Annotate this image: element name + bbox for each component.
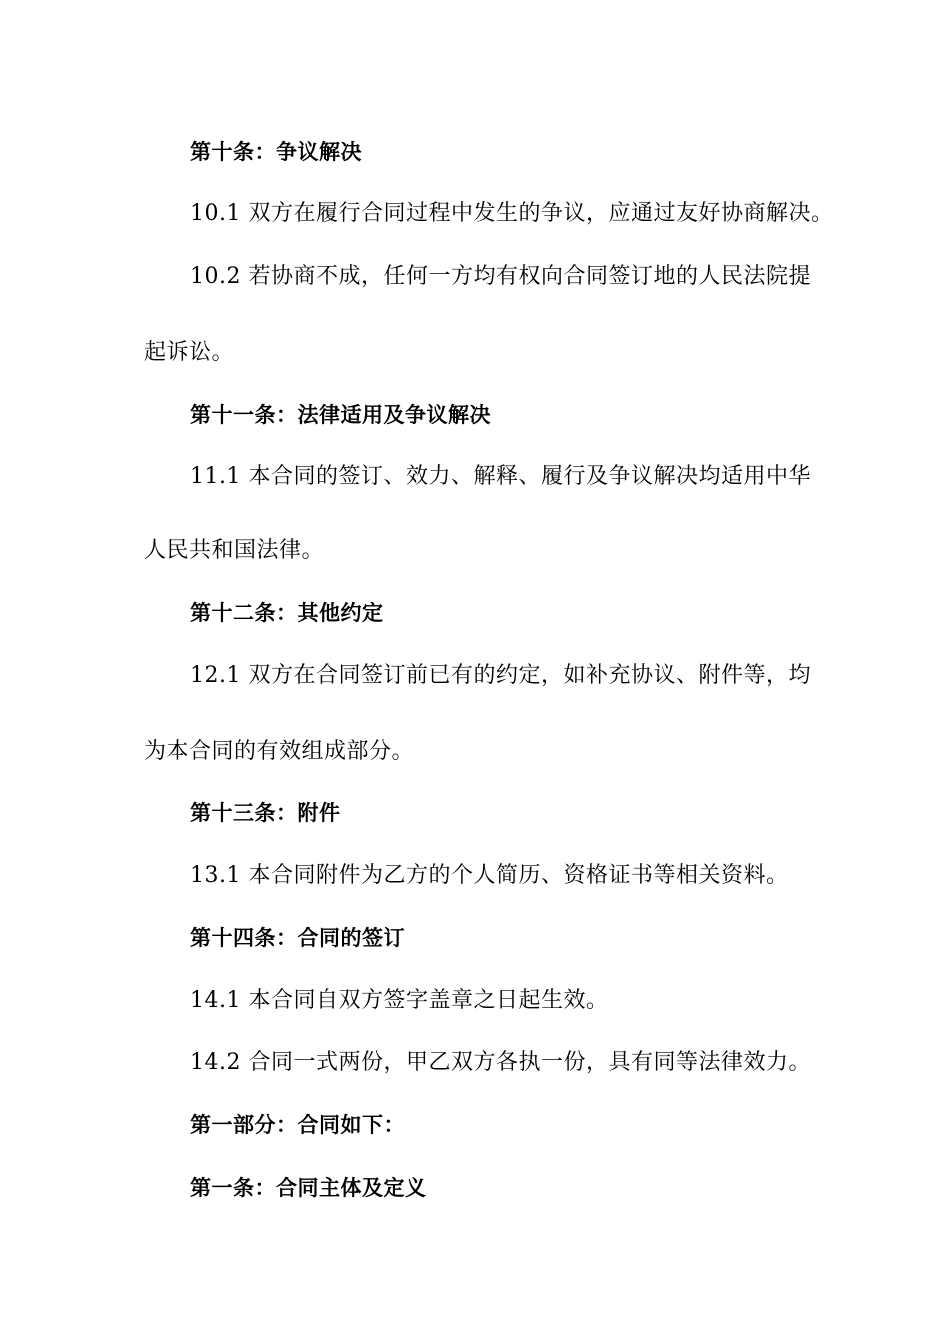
clause-10-1: 10.1 双方在履行合同过程中发生的争议，应通过友好协商解决。 [190, 201, 834, 226]
clause-11-1-continued: 人民共和国法律。 [144, 538, 325, 563]
part-1-heading: 第一部分：合同如下： [190, 1113, 405, 1137]
article-12-heading: 第十二条：其他约定 [190, 601, 384, 625]
clause-10-2-continued: 起诉讼。 [144, 340, 235, 365]
article-1-heading: 第一条：合同主体及定义 [190, 1176, 427, 1200]
clause-13-1: 13.1 本合同附件为乙方的个人简历、资格证书等相关资料。 [190, 863, 789, 888]
article-14-heading: 第十四条：合同的签订 [190, 926, 405, 950]
clause-10-2: 10.2 若协商不成，任何一方均有权向合同签订地的人民法院提 [190, 264, 811, 289]
clause-12-1: 12.1 双方在合同签订前已有的约定，如补充协议、附件等，均 [190, 663, 811, 688]
article-10-heading: 第十条：争议解决 [190, 140, 362, 164]
clause-12-1-continued: 为本合同的有效组成部分。 [144, 739, 415, 764]
clause-14-2: 14.2 合同一式两份，甲乙双方各执一份，具有同等法律效力。 [190, 1050, 811, 1075]
article-13-heading: 第十三条：附件 [190, 801, 341, 825]
clause-14-1: 14.1 本合同自双方签字盖章之日起生效。 [190, 988, 609, 1013]
article-11-heading: 第十一条：法律适用及争议解决 [190, 403, 491, 427]
clause-11-1: 11.1 本合同的签订、效力、解释、履行及争议解决均适用中华 [190, 464, 811, 489]
